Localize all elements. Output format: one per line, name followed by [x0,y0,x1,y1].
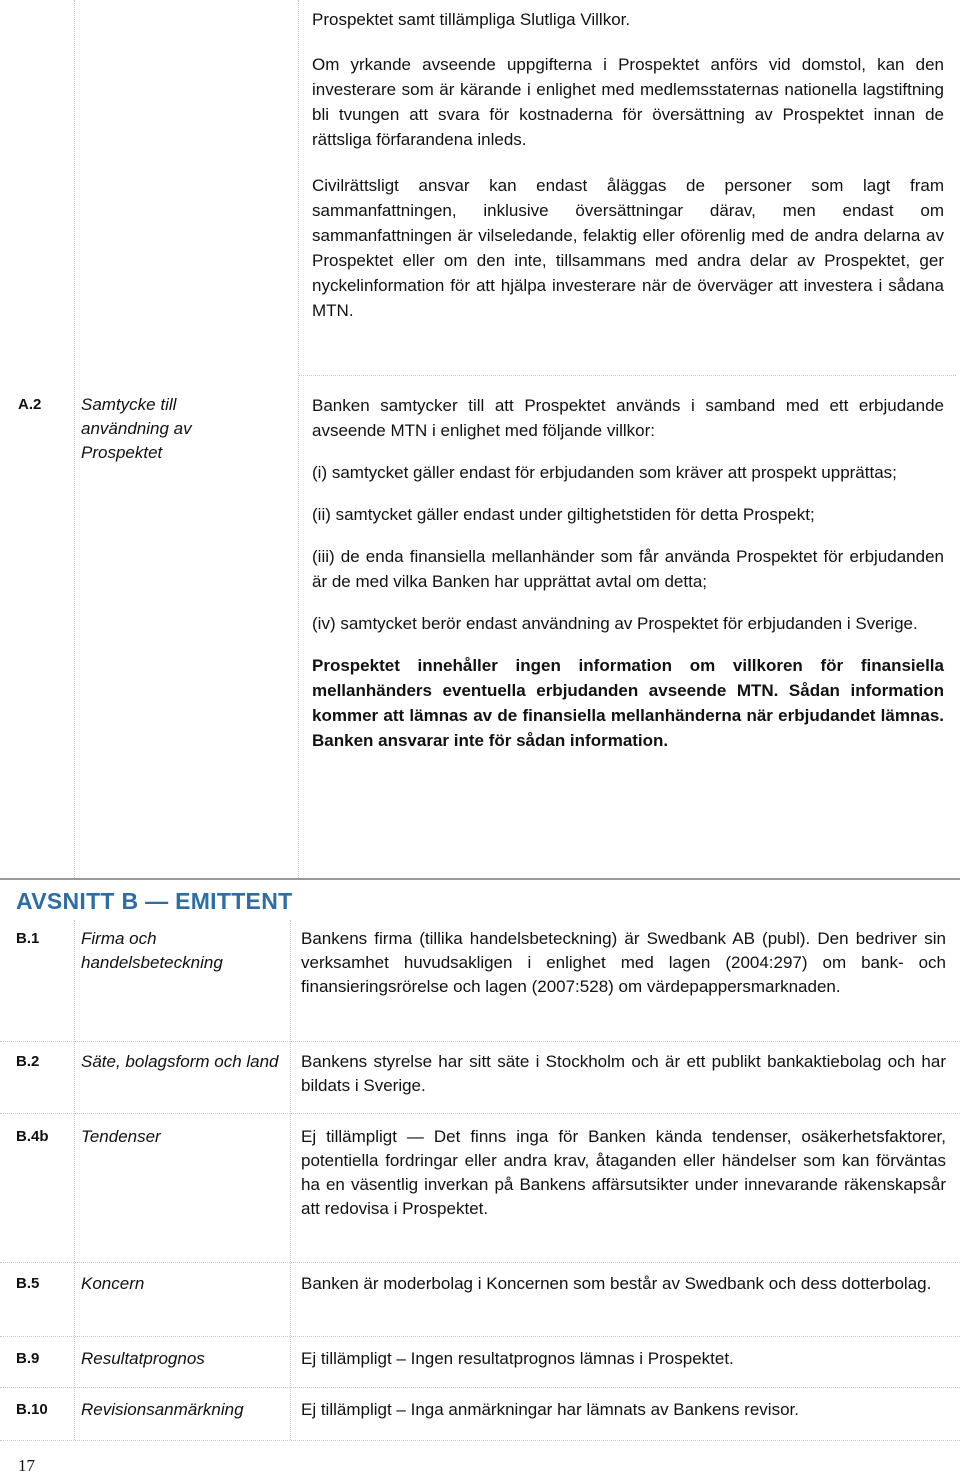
row-divider-a2 [298,375,956,376]
row-content-b10: Ej tillämpligt – Inga anmärkningar har lämnats av Bankens revisor. [301,1400,799,1419]
column-divider-left [74,0,75,878]
row-code-b4b: B.4b [16,1128,49,1145]
paragraph: Civilrättsligt ansvar kan endast åläggas de personer som lagt fram sammanfattningen, inklusive översättningar därav, men endast om sammanfattningen är vilseledande, felaktig eller oförenlig med de andra delarna av Prospektet eller om den inte, tillsammans med andra delar av Prospektet, ger nyckelinformation för att hjälpa investerare när de överväger att investera i sådana MTN. [312,176,944,320]
row-label-b4b: Tendenser [81,1127,161,1146]
paragraph: Om yrkande avseende uppgifterna i Prospektet anförs vid domstol, kan den investerare som är kärande i enlighet med medlemsstaternas nationella lagstiftning bli tvungen att svara för kostnaderna för översättning av Prospektet innan de rättsliga förfarandena inleds. [312,55,944,149]
paragraph-bold: Prospektet innehåller ingen information om villkoren för finansiella mellanhänders eventuella erbjudanden avseende MTN. Sådan information kommer att lämnas av de finansiella mellanhänderna när erbjudandet lämnas. Banken ansvarar inte för sådan information. [312,656,944,750]
row-divider [0,1262,960,1263]
row-label-a2: Samtycke till användning av Prospektet [81,395,192,462]
row-label-b9: Resultatprognos [81,1349,205,1368]
column-divider-right-b [290,920,291,1440]
row-content-b9: Ej tillämpligt – Ingen resultatprognos lämnas i Prospektet. [301,1349,734,1368]
paragraph: Prospektet samt tillämpliga Slutliga Villkor. [312,10,631,29]
row-code-b5: B.5 [16,1275,40,1292]
row-code-b2: B.2 [16,1053,40,1070]
column-divider-right [298,0,299,878]
row-code-b1: B.1 [16,930,40,947]
section-a-bottom-rule [0,878,960,880]
paragraph: (ii) samtycket gäller endast under giltighetstiden för detta Prospekt; [312,505,815,524]
page-number: 17 [18,1456,35,1475]
row-code-a2: A.2 [18,396,42,413]
row-divider [0,1113,960,1114]
row-divider [0,1440,960,1441]
row-divider [0,1387,960,1388]
row-content-b5: Banken är moderbolag i Koncernen som består av Swedbank och dess dotterbolag. [301,1274,932,1293]
row-content-b2: Bankens styrelse har sitt säte i Stockholm och är ett publikt bankaktiebolag och har bildats i Sverige. [301,1052,946,1095]
row-content-b1: Bankens firma (tillika handelsbeteckning) är Swedbank AB (publ). Den bedriver sin verksamhet huvudsakligen i enlighet med lagen (2004:297) om bank- och finansieringsrörelse och lagen (2007:528) om värdepappersmarknaden. [301,929,946,996]
row-label-b5: Koncern [81,1274,145,1293]
row-label-b1: Firma och handelsbeteckning [81,929,223,972]
row-code-b10: B.10 [16,1401,48,1418]
row-label-b2: Säte, bolagsform och land [81,1052,279,1071]
row-divider [0,1041,960,1042]
row-content-b4b: Ej tillämpligt — Det finns inga för Banken kända tendenser, osäkerhetsfaktorer, potentiella fordringar eller andra krav, åtaganden eller händelser som kan förväntas ha en väsentlig inverkan på Bankens affärsutsikter under innevarande räkenskapsår att redovisa i Prospektet. [301,1127,946,1218]
row-code-b9: B.9 [16,1350,40,1367]
row-divider [0,1336,960,1337]
section-a-continuation [312,7,944,323]
paragraph: Banken samtycker till att Prospektet används i samband med ett erbjudande avseende MTN i enlighet med följande villkor: [312,396,944,440]
paragraph: (iv) samtycket berör endast användning av Prospektet för erbjudanden i Sverige. [312,614,918,633]
column-divider-left-b [74,920,75,1440]
section-b-title: AVSNITT B — EMITTENT [16,888,293,914]
paragraph: (i) samtycket gäller endast för erbjudanden som kräver att prospekt upprättas; [312,463,897,482]
row-label-b10: Revisionsanmärkning [81,1400,244,1419]
paragraph: (iii) de enda finansiella mellanhänder som får använda Prospektet för erbjudanden är de med vilka Banken har upprättat avtal om detta; [312,547,944,591]
row-content-a2 [312,393,944,753]
